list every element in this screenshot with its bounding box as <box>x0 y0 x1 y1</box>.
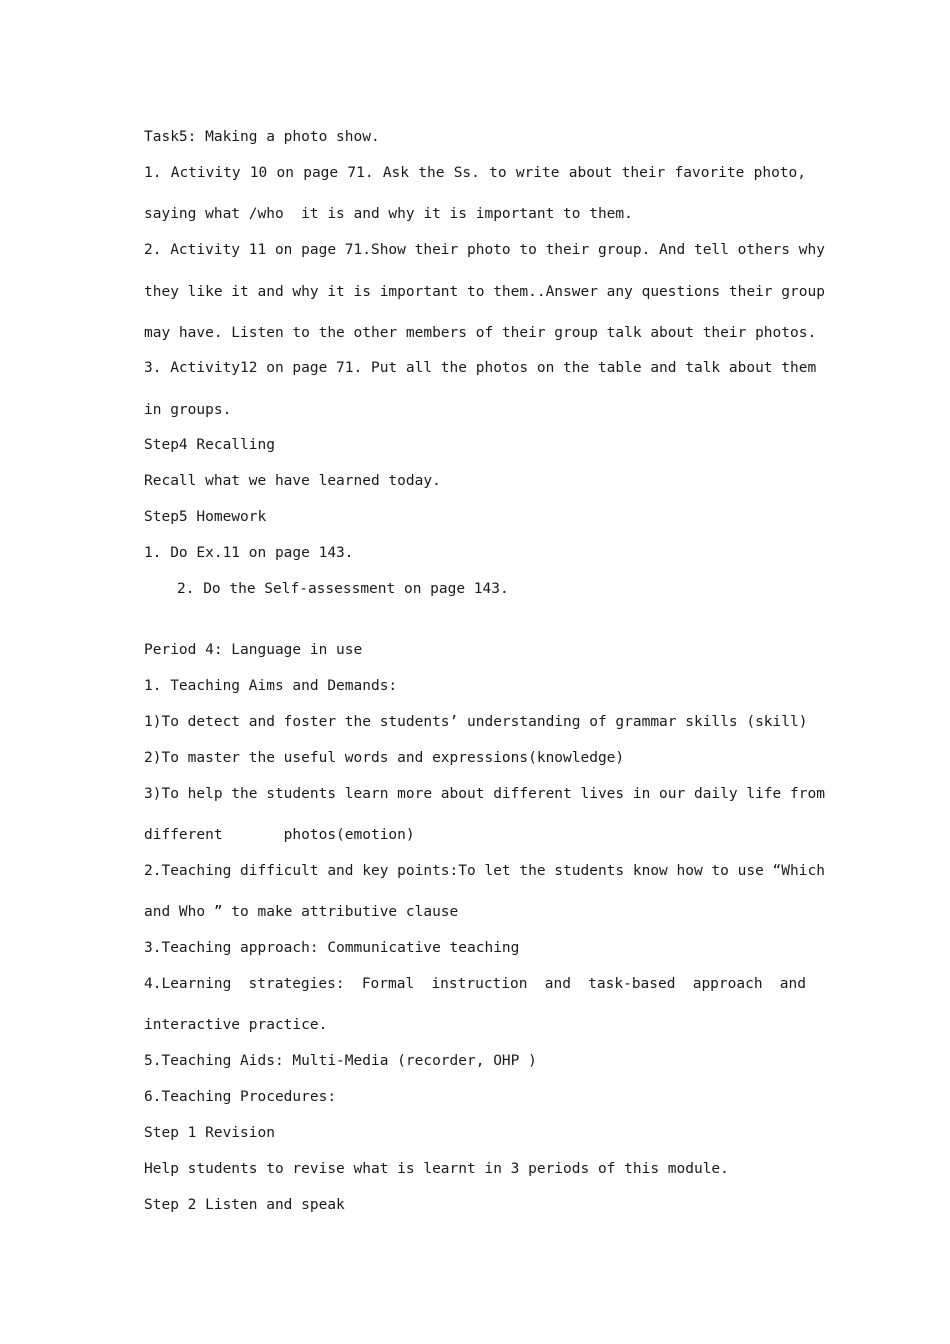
task5-item-2-line-1: 2. Activity 11 on page 71.Show their photo to their group. And tell others why <box>144 242 825 258</box>
learning-strategies-line-2: interactive practice. <box>144 1017 328 1033</box>
task5-item-1-line-2: saying what /who it is and why it is important to them. <box>144 206 633 222</box>
homework-item-2: 2. Do the Self-assessment on page 143. <box>177 581 509 597</box>
teaching-approach: 3.Teaching approach: Communicative teaching <box>144 940 520 956</box>
key-points-line-2: and Who ” to make attributive clause <box>144 904 459 920</box>
task5-item-2-line-3: may have. Listen to the other members of their group talk about their photos. <box>144 325 817 341</box>
key-points-line-1: 2.Teaching difficult and key points:To let the students know how to use “Which <box>144 863 825 879</box>
aim-1: 1)To detect and foster the students’ understanding of grammar skills (skill) <box>144 714 808 730</box>
step2-title: Step 2 Listen and speak <box>144 1197 345 1213</box>
step4-text: Recall what we have learned today. <box>144 473 441 489</box>
task5-item-3-line-1: 3. Activity12 on page 71. Put all the photos on the table and talk about them <box>144 360 817 376</box>
teaching-aids: 5.Teaching Aids: Multi-Media (recorder, OHP ) <box>144 1053 537 1069</box>
aims-title: 1. Teaching Aims and Demands: <box>144 678 398 694</box>
aim-3-line-2: different photos(emotion) <box>144 827 415 843</box>
step1-title: Step 1 Revision <box>144 1125 275 1141</box>
task5-item-1-line-1: 1. Activity 10 on page 71. Ask the Ss. to write about their favorite photo, <box>144 165 806 181</box>
learning-strategies-line-1: 4.Learning strategies: Formal instruction and task-based approach and <box>144 976 806 992</box>
homework-item-1: 1. Do Ex.11 on page 143. <box>144 545 354 561</box>
step4-title: Step4 Recalling <box>144 437 275 453</box>
teaching-procedures: 6.Teaching Procedures: <box>144 1089 337 1105</box>
task5-title: Task5: Making a photo show. <box>144 129 380 145</box>
period4-title: Period 4: Language in use <box>144 642 363 658</box>
aim-3-line-1: 3)To help the students learn more about different lives in our daily life from <box>144 786 825 802</box>
aim-2: 2)To master the useful words and expressions(knowledge) <box>144 750 625 766</box>
step1-text: Help students to revise what is learnt in 3 periods of this module. <box>144 1161 729 1177</box>
task5-item-2-line-2: they like it and why it is important to them..Answer any questions their group <box>144 284 825 300</box>
task5-item-3-line-2: in groups. <box>144 402 232 418</box>
step5-title: Step5 Homework <box>144 509 267 525</box>
